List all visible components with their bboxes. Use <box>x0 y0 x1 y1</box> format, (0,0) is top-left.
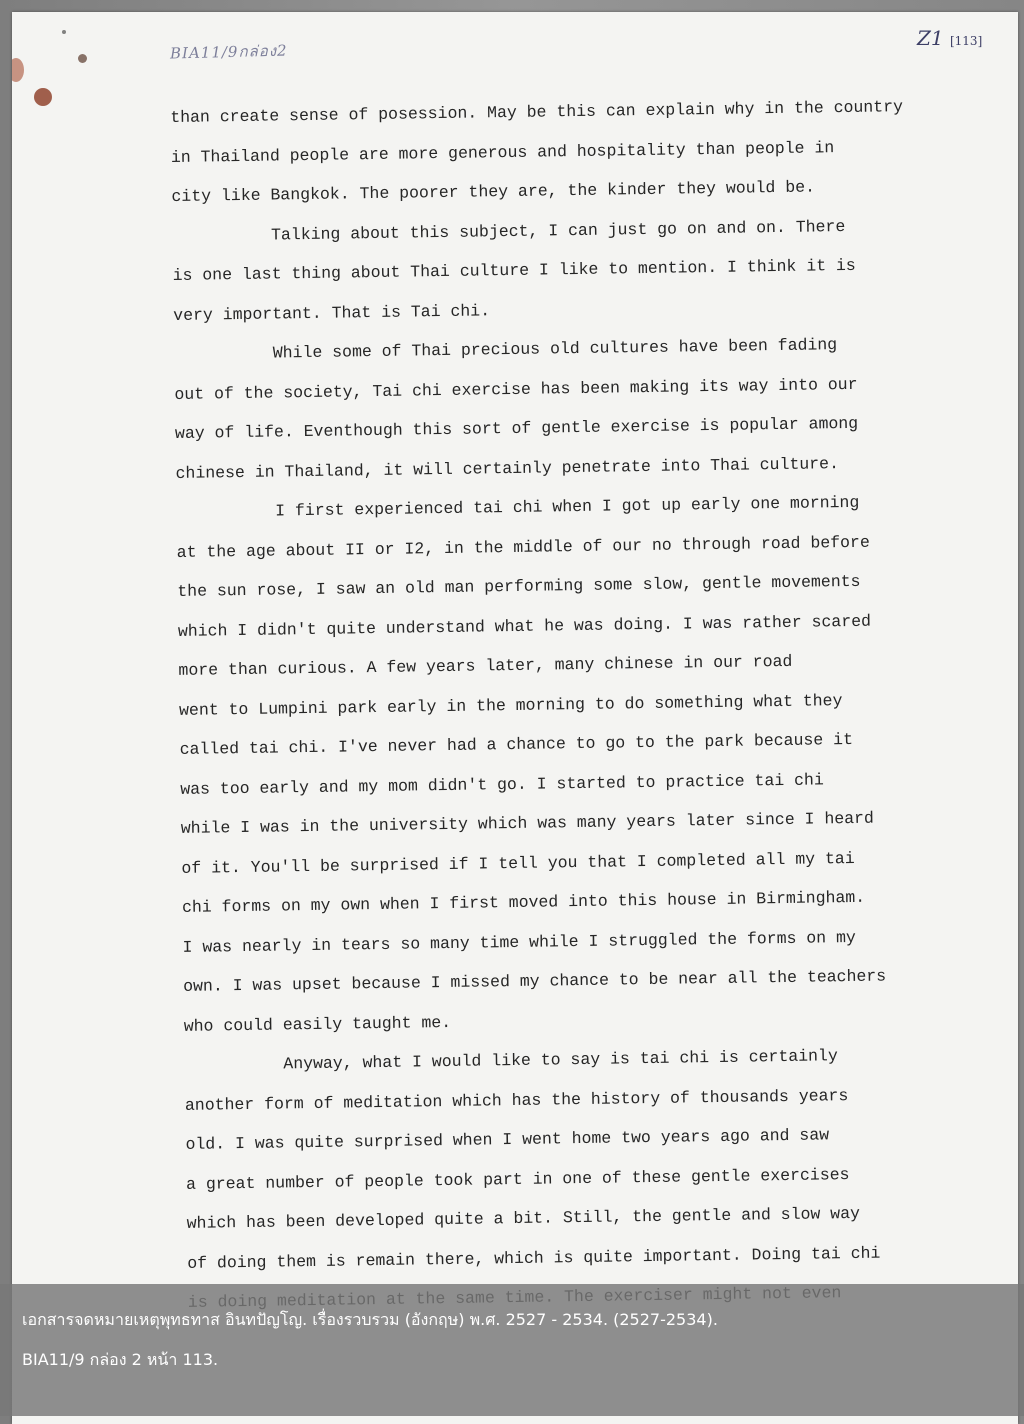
text-line: own. I was upset because I missed my chance to be near all the teachers <box>183 966 887 996</box>
text-line: while I was in the university which was many years later since I heard <box>180 808 875 838</box>
text-line: While some of Thai precious old cultures have been fading <box>173 335 838 364</box>
text-line: chinese in Thailand, it will certainly penetrate into Thai culture. <box>175 453 840 483</box>
caption-reference: BIA11/9 กล่อง 2 หน้า 113. <box>22 1350 219 1369</box>
page-bracket: [113] <box>949 34 983 48</box>
text-line: which I didn't quite understand what he was doing. I was rather scared <box>177 611 872 641</box>
text-line: than create sense of posession. May be this can explain why in the country <box>170 97 904 127</box>
text-line: the sun rose, I saw an old man performing some slow, gentle movements <box>177 571 861 601</box>
text-line: Talking about this subject, I can just go on and on. There <box>171 216 846 246</box>
text-line: of doing them is remain there, which is quite important. Doing tai chi <box>187 1243 881 1273</box>
text-line: is one last thing about Thai culture I like to mention. I think it is <box>172 255 856 285</box>
stain-mark <box>34 88 52 106</box>
text-line: at the age about II or I2, in the middle of our no through road before <box>176 532 870 562</box>
text-line: very important. That is Tai chi. <box>173 300 491 325</box>
text-line: more than curious. A few years later, many chinese in our road <box>178 651 793 680</box>
page-mark: Z1 <box>917 26 944 50</box>
text-line: who could easily taught me. <box>183 1012 452 1036</box>
text-line: old. I was quite surprised when I went home two years ago and saw <box>185 1125 830 1154</box>
text-line: way of life. Eventhough this sort of gentle exercise is popular among <box>174 413 859 443</box>
handwritten-page-number <box>917 26 982 50</box>
text-line: of it. You'll be surprised if I tell you that I completed all my tai <box>181 848 855 878</box>
text-line: went to Lumpini park early in the morning to do something what they <box>178 690 843 720</box>
stain-mark <box>62 30 66 34</box>
stain-mark <box>78 54 87 63</box>
text-line: in Thailand people are more generous and hospitality than people in <box>170 137 835 167</box>
text-line: which has been developed quite a bit. Still, the gentle and slow way <box>186 1203 861 1233</box>
text-line: called tai chi. I've never had a chance to go to the park because it <box>179 729 854 759</box>
text-line: I was nearly in tears so many time while I struggled the forms on my <box>182 927 856 957</box>
text-line: city like Bangkok. The poorer they are, the kinder they would be. <box>171 177 816 206</box>
text-line: chi forms on my own when I first moved into this house in Birmingham. <box>181 887 866 917</box>
text-line: Anyway, what I would like to say is tai chi is certainly <box>184 1046 838 1075</box>
caption-title: เอกสารจดหมายเหตุพุทธทาส อินทปัญโญ. เรื่องรวบรวม (อังกฤษ) พ.ศ. 2527 - 2534. (2527-2534). <box>22 1310 718 1329</box>
handwritten-archive-ref: BIA11/9กล่อง2 <box>169 41 288 63</box>
document-page <box>12 12 1018 1424</box>
typewritten-text <box>170 87 948 1323</box>
text-line: out of the society, Tai chi exercise has been making its way into our <box>174 374 858 404</box>
text-line: I first experienced tai chi when I got up early one morning <box>176 492 860 522</box>
text-line: a great number of people took part in one of these gentle exercises <box>185 1164 850 1194</box>
caption-bar <box>0 1284 1024 1416</box>
text-line: another form of meditation which has the history of thousands years <box>184 1085 849 1115</box>
text-line: was too early and my mom didn't go. I started to practice tai chi <box>180 769 824 799</box>
stain-mark <box>12 58 24 82</box>
